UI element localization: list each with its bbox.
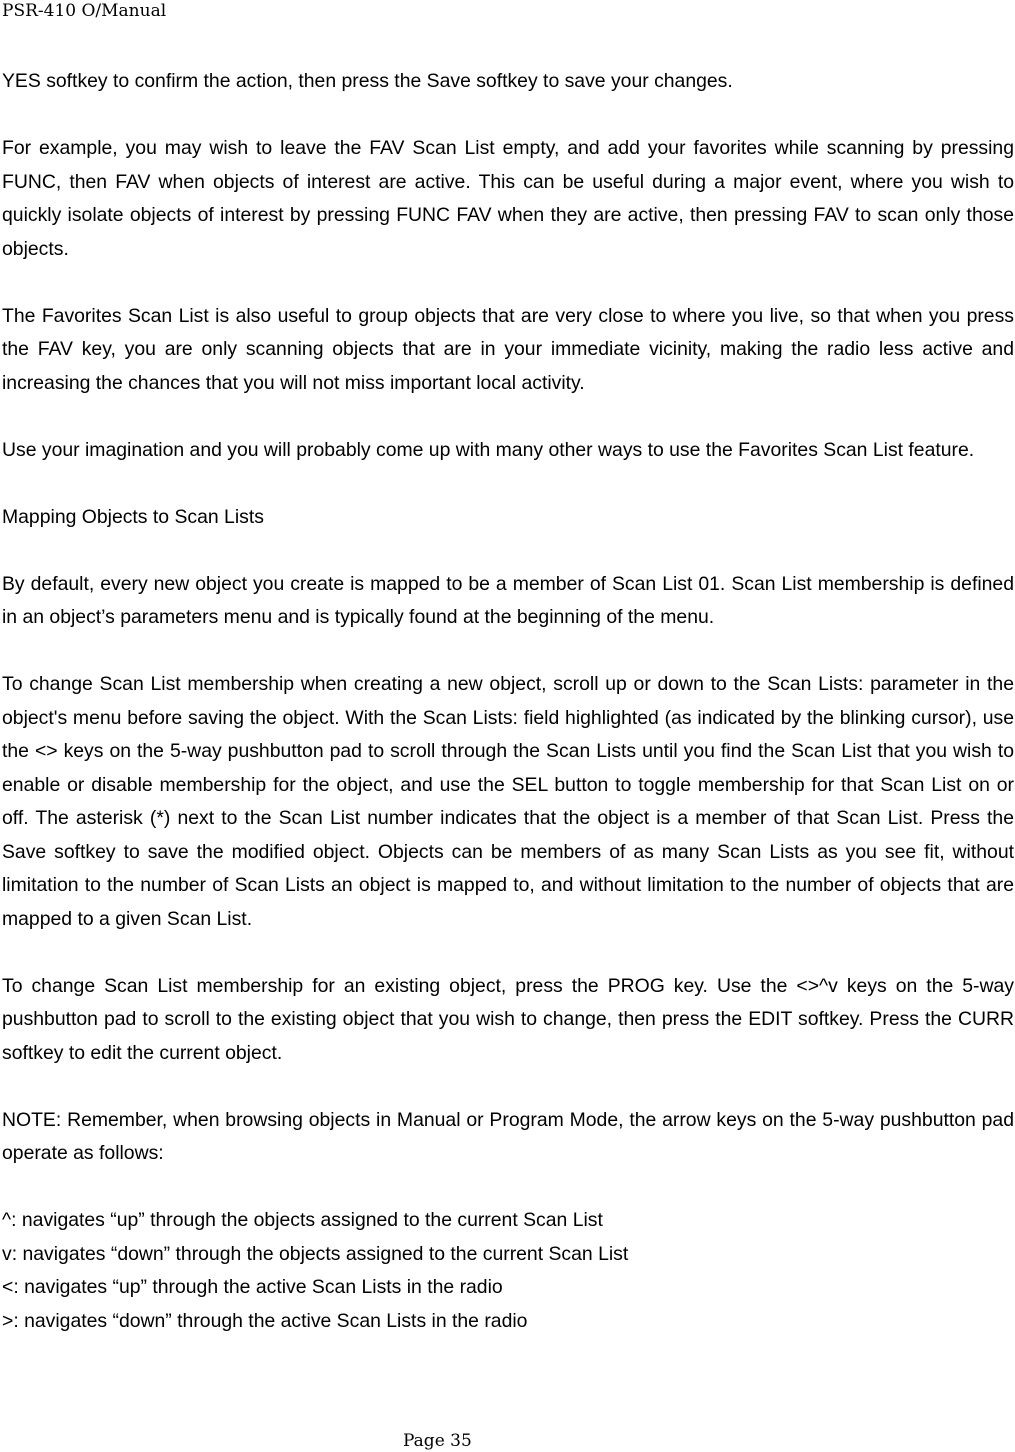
list-item: <: navigates “up” through the active Scan Lists in the radio <box>2 1276 503 1298</box>
arrow-key-list <box>2 1204 1014 1338</box>
paragraph-change-new-object: To change Scan List membership when creating a new object, scroll up or down to the Scan Lists: parameter in the object's menu before saving the object. With the Scan Lists: field highlighted (as indicated by the blinking cursor), use the <> keys on the 5-way pushbutton pad to scroll through the Scan Lists until you find the Scan List that you wish to enable or disable membership for the object, and use the SEL button to toggle membership for that Scan List on or off. The asterisk (*) next to the Scan List number indicates that the object is a member of that Scan List. Press the Save softkey to save the modified object. Objects can be members of as many Scan Lists as you see fit, without limitation to the number of Scan Lists an object is mapped to, and without limitation to the number of objects that are mapped to a given Scan List. <box>2 673 1014 930</box>
document-body <box>2 65 1014 1338</box>
page-header: PSR-410 O/Manual <box>2 1 167 21</box>
paragraph-change-existing-object: To change Scan List membership for an existing object, press the PROG key. Use the <>^v keys on the 5-way pushbutton pad to scroll to the existing object that you wish to change, then press the EDIT softkey. Press the CURR softkey to edit the current object. <box>2 974 1014 1064</box>
list-item: v: navigates “down” through the objects assigned to the current Scan List <box>2 1242 629 1265</box>
page-number: Page 35 <box>403 1431 472 1451</box>
paragraph-save-instruction: YES softkey to confirm the action, then press the Save softkey to save your changes. <box>2 70 733 92</box>
list-item: >: navigates “down” through the active Scan Lists in the radio <box>2 1309 528 1332</box>
paragraph-default-mapping: By default, every new object you create is mapped to be a member of Scan List 01. Scan List membership is defined in an object’s parameters menu and is typically found at the beginning of the menu. <box>2 572 1014 628</box>
section-heading-mapping: Mapping Objects to Scan Lists <box>2 505 264 528</box>
paragraph-note: NOTE: Remember, when browsing objects in Manual or Program Mode, the arrow keys on the 5-way pushbutton pad operate as follows: <box>2 1108 1014 1164</box>
paragraph-fav-example: For example, you may wish to leave the FAV Scan List empty, and add your favorites while scanning by pressing FUNC, then FAV when objects of interest are active. This can be useful during a major event, where you wish to quickly isolate objects of interest by pressing FUNC FAV when they are active, then pressing FAV to scan only those objects. <box>2 137 1014 260</box>
paragraph-fav-grouping: The Favorites Scan List is also useful to group objects that are very close to where you live, so that when you press the FAV key, you are only scanning objects that are in your immediate vicinity, making the radio less active and increasing the chances that you will not miss important local activity. <box>2 304 1014 394</box>
paragraph-imagination: Use your imagination and you will probably come up with many other ways to use the Favorites Scan List feature. <box>2 438 975 461</box>
list-item: ^: navigates “up” through the objects assigned to the current Scan List <box>2 1209 603 1231</box>
